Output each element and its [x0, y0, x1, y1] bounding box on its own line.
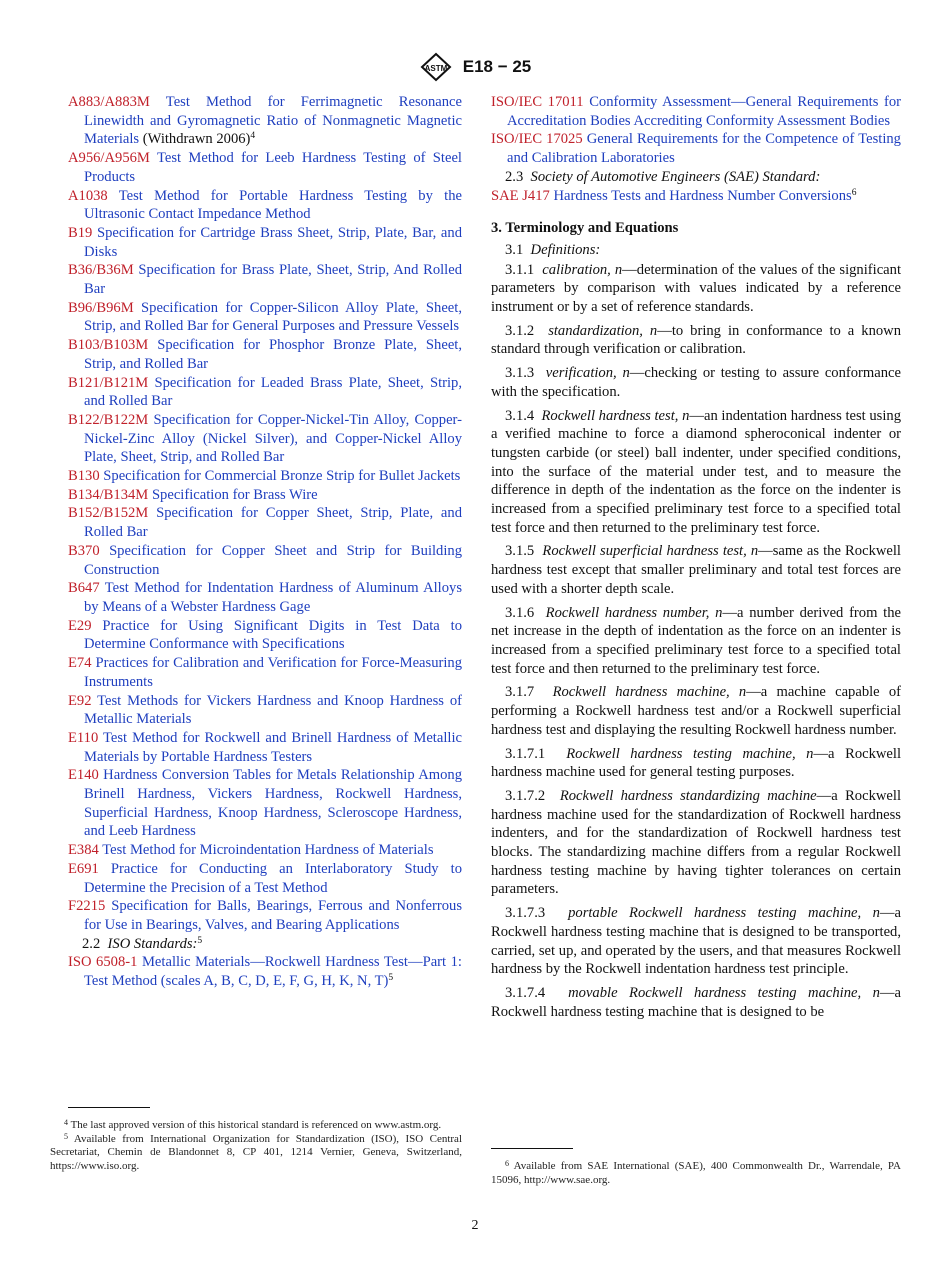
- definition-number: 3.1.7.4: [505, 984, 546, 1001]
- footnote-number: 4: [64, 1118, 68, 1127]
- reference-entry: [491, 187, 901, 206]
- reference-code[interactable]: SAE J417: [491, 187, 550, 204]
- reference-entry: [68, 766, 462, 841]
- definition-text: —a Rockwell hardness machine used for general testing purposes.: [491, 745, 902, 781]
- footnote-rule-left: [68, 1107, 150, 1108]
- reference-code[interactable]: B122/B122M: [68, 411, 149, 428]
- reference-entry: [68, 654, 462, 691]
- definition-term: Rockwell hardness standardizing machine: [559, 787, 817, 804]
- footnote-text: Available from SAE International (SAE), 400 Commonwealth Dr., Warrendale, PA 15096, http://www.sae.org.: [491, 1160, 901, 1186]
- reference-code[interactable]: B36/B36M: [68, 262, 134, 279]
- reference-code[interactable]: E691: [68, 860, 99, 877]
- right-column: [491, 93, 901, 1026]
- definition-term: Rockwell hardness test, n: [541, 407, 690, 424]
- reference-code[interactable]: F2215: [68, 898, 106, 915]
- reference-entry: [68, 299, 462, 336]
- definition-text: —same as the Rockwell hardness test except that smaller preliminary and total test forces are used with a shorter depth scale.: [491, 543, 901, 597]
- definition-number: 3.1.5: [505, 543, 535, 560]
- definition-text: —a Rockwell hardness machine used for the standardization of Rockwell hardness indenters, and for the standardization of Rockwell hardness test blocks. The standardizing machine differs from a regular Rockwell hardness testing machine by having tighter tolerances on certain parameters.: [491, 787, 901, 898]
- reference-title[interactable]: Specification for Brass Wire: [151, 486, 318, 503]
- definitions-list: [491, 261, 901, 1022]
- reference-title[interactable]: Specification for Copper Sheet and Strip for Building Construction: [84, 542, 462, 578]
- section-heading: 3. Terminology and Equations: [491, 220, 679, 237]
- definition-paragraph: [491, 542, 901, 598]
- astm-logo-text: ASTM: [424, 64, 448, 73]
- reference-code[interactable]: B647: [68, 580, 100, 597]
- definition-term: movable Rockwell hardness testing machine, n: [568, 984, 880, 1001]
- definition-term: standardization, n: [548, 322, 658, 339]
- definition-text: —an indentation hardness test using a verified machine to force a diamond spheroconical indenter or tungsten carbide (or steel) ball indenter, under specified conditions, into the surface of the material under test, and to measure the difference in depth of the indentation as the force on the indenter is increased from a specified preliminary test force to a specified total test force and then returned to the preliminary test force.: [491, 407, 902, 536]
- definition-paragraph: [491, 604, 901, 679]
- footnote: [50, 1133, 462, 1174]
- reference-code[interactable]: E140: [68, 767, 99, 784]
- reference-note: (Withdrawn 2006): [139, 131, 251, 148]
- definition-number: 3.1.6: [505, 604, 535, 621]
- reference-title[interactable]: Test Method for Indentation Hardness of Aluminum Alloys by Means of a Webster Hardness Gage: [84, 580, 462, 615]
- reference-code[interactable]: B96/B96M: [68, 299, 134, 316]
- definition-text: —determination of the values of the significant parameters by comparison with values indicated by a reference instrument or by a set of reference standards.: [491, 261, 901, 316]
- reference-entry: [68, 224, 462, 261]
- footnotes-left: [50, 1119, 462, 1173]
- definition-term: Rockwell superficial hardness test, n: [542, 543, 759, 560]
- definition-paragraph: [491, 322, 901, 359]
- footnote-number: 5: [64, 1131, 68, 1141]
- reference-entry: [68, 411, 462, 467]
- sae-references-list: [491, 187, 901, 206]
- definition-number: 3.1.7.1: [505, 745, 546, 762]
- reference-title[interactable]: Specification for Copper-Nickel-Tin Alloy, Copper-Nickel-Zinc Alloy (Nickel Silver), and Copper-Nickel Alloy Plate, Sheet, Strip, and Rolled Bar: [84, 411, 462, 466]
- definition-paragraph: [491, 745, 901, 782]
- reference-code[interactable]: E29: [68, 617, 92, 634]
- astm-logo-icon: [419, 52, 453, 82]
- reference-entry: [68, 579, 462, 616]
- footnote: [491, 1160, 901, 1187]
- definition-term: verification, n: [545, 365, 630, 382]
- document-designation: E18 − 25: [462, 57, 532, 76]
- footnote-marker: 6: [851, 187, 857, 198]
- reference-code[interactable]: A883/A883M: [68, 94, 150, 110]
- reference-entry: [68, 841, 462, 860]
- reference-entry: [68, 467, 462, 486]
- footnote-text: Available from International Organization for Standardization (ISO), ISO Central Secretariat, Chemin de Blandonnet 8, CP 401, 1214 Vernier, Geneva, Switzerland, https://www.iso.org.: [50, 1132, 462, 1172]
- definition-paragraph: [491, 787, 901, 899]
- definition-paragraph: [491, 683, 901, 739]
- footnote-text: The last approved version of this historical standard is referenced on www.astm.org.: [70, 1119, 442, 1131]
- reference-title[interactable]: Test Methods for Vickers Hardness and Knoop Hardness of Metallic Materials: [84, 692, 463, 728]
- definition-paragraph: [491, 904, 901, 979]
- reference-code[interactable]: ISO/IEC 17011: [491, 94, 584, 110]
- reference-entry: [68, 692, 462, 729]
- reference-title[interactable]: Specification for Commercial Bronze Strip for Bullet Jackets: [103, 468, 461, 485]
- reference-code[interactable]: ISO 6508-1: [68, 954, 138, 971]
- definition-number: 3.1.7: [505, 684, 535, 701]
- definition-text: —a number derived from the net increase in the depth of indentation as the force on an indenter is increased from a specified preliminary test force to a specified total test force and then returned to the preliminary test force.: [491, 604, 902, 677]
- reference-code[interactable]: A956/A956M: [68, 150, 150, 167]
- footnote-rule-right: [491, 1148, 573, 1149]
- reference-code[interactable]: B130: [68, 468, 100, 485]
- definition-term: portable Rockwell hardness testing machine, n: [568, 905, 880, 922]
- reference-code[interactable]: E110: [68, 729, 99, 746]
- footnote-marker: 4: [250, 131, 256, 142]
- iso-standards-heading: 2.2 ISO Standards:$^5$: [82, 935, 203, 952]
- sae-standard-heading: 2.3 Society of Automotive Engineers (SAE) Standard:: [505, 168, 821, 185]
- reference-entry: [68, 93, 462, 149]
- definition-text: —a Rockwell hardness testing machine that is designed to be transported, carried, set up, and operated by the users, and that measures Rockwell hardness by the Rockwell indentation hardness test principle.: [491, 905, 901, 978]
- reference-entry: [68, 542, 462, 579]
- reference-code[interactable]: B134/B134M: [68, 486, 149, 503]
- definition-text: —a machine capable of performing a Rockwell hardness test and/or a Rockwell superficial hardness test and displaying the resulting Rockwell hardness number.: [491, 684, 902, 738]
- reference-entry: [68, 336, 462, 373]
- reference-entry: [68, 953, 462, 990]
- iso-iec-references-list: [491, 93, 901, 168]
- definition-number: 3.1.1: [505, 261, 535, 278]
- definitions-subheading: 3.1 Definitions:: [505, 241, 601, 258]
- reference-title[interactable]: Specification for Brass Plate, Sheet, Strip, And Rolled Bar: [84, 262, 462, 298]
- reference-code[interactable]: E92: [68, 692, 92, 709]
- reference-entry: [68, 897, 462, 934]
- reference-code[interactable]: E74: [68, 655, 92, 672]
- reference-entry: [68, 374, 462, 411]
- reference-code[interactable]: E384: [68, 842, 99, 859]
- reference-entry: [68, 486, 462, 505]
- reference-entry: [68, 504, 462, 541]
- page-header: [0, 52, 950, 82]
- reference-entry: [68, 860, 462, 897]
- reference-title[interactable]: Test Method for Leeb Hardness Testing of Steel Products: [84, 150, 462, 185]
- reference-entry: [68, 149, 462, 186]
- definition-number: 3.1.4: [505, 407, 535, 424]
- reference-code[interactable]: ISO/IEC 17025: [491, 131, 583, 148]
- reference-code[interactable]: B103/B103M: [68, 337, 149, 354]
- reference-title[interactable]: Specification for Copper-Silicon Alloy Plate, Sheet, Strip, and Rolled Bar for General Purposes and Pressure Vessels: [84, 299, 462, 335]
- footnote-number: 6: [505, 1159, 509, 1168]
- definition-term: Rockwell hardness machine, n: [552, 684, 747, 701]
- reference-title[interactable]: Specification for Leaded Brass Plate, Sheet, Strip, and Rolled Bar: [84, 374, 462, 410]
- reference-title[interactable]: General Requirements for the Competence of Testing and Calibration Laboratories: [507, 131, 901, 167]
- definition-paragraph: [491, 261, 901, 317]
- reference-title[interactable]: Conformity Assessment—General Requirements for Accreditation Bodies Accrediting Conformity Assessment Bodies: [507, 94, 902, 129]
- definition-text: —to bring in conformance to a known standard through verification or calibration.: [491, 322, 902, 358]
- left-column: [68, 93, 462, 991]
- reference-code[interactable]: B121/B121M: [68, 374, 149, 391]
- reference-title[interactable]: Test Method for Portable Hardness Testing by the Ultrasonic Contact Impedance Method: [84, 187, 462, 223]
- reference-title[interactable]: Practice for Conducting an Interlaboratory Study to Determine the Precision of a Test Method: [84, 860, 462, 896]
- reference-code[interactable]: A1038: [68, 187, 108, 204]
- reference-code[interactable]: B19: [68, 224, 93, 241]
- definition-number: 3.1.7.3: [505, 905, 546, 922]
- definition-term: Rockwell hardness testing machine, n: [566, 745, 814, 762]
- reference-entry: [491, 93, 901, 130]
- definition-paragraph: [491, 364, 901, 401]
- reference-title[interactable]: Test Method for Ferrimagnetic Resonance Linewidth and Gyromagnetic Ratio of Nonmagnetic Magnetic Materials: [84, 94, 463, 148]
- reference-title[interactable]: Practices for Calibration and Verification for Force-Measuring Instruments: [84, 655, 463, 690]
- reference-title[interactable]: Metallic Materials—Rockwell Hardness Test—Part 1: Test Method (scales A, B, C, D, E, F, G, H, K, N, T): [84, 954, 462, 990]
- reference-entry: [68, 617, 462, 654]
- definition-text: —a Rockwell hardness testing machine that is designed to be: [491, 984, 901, 1020]
- page-number: 2: [471, 1218, 479, 1233]
- definition-text: —checking or testing to assure conformance with the specification.: [491, 365, 902, 400]
- definition-number: 3.1.2: [505, 322, 535, 339]
- footnotes-right: [491, 1160, 901, 1187]
- reference-entry: [68, 261, 462, 298]
- reference-title[interactable]: Practice for Using Significant Digits in Test Data to Determine Conformance with Specifications: [84, 617, 462, 653]
- reference-title[interactable]: Specification for Balls, Bearings, Ferrous and Nonferrous for Use in Bearings, Valves, and Bearing Applications: [84, 898, 462, 933]
- reference-entry: [491, 130, 901, 167]
- iso-references-list: [68, 953, 462, 990]
- reference-title[interactable]: Specification for Cartridge Brass Sheet, Strip, Plate, Bar, and Disks: [84, 224, 462, 260]
- footnote: [50, 1119, 462, 1133]
- definition-paragraph: [491, 984, 901, 1021]
- referenced-documents-list: [68, 93, 462, 935]
- reference-title[interactable]: Test Method for Rockwell and Brinell Hardness of Metallic Materials by Portable Hardness Testers: [84, 729, 462, 765]
- definition-term: calibration, n: [542, 261, 623, 278]
- reference-entry: [68, 187, 462, 224]
- reference-entry: [68, 729, 462, 766]
- reference-title[interactable]: Hardness Conversion Tables for Metals Relationship Among Brinell Hardness, Vickers Hardness, Rockwell Hardness, Superficial Hardness, Knoop Hardness, Scleroscope Hardness, and Leeb Hardness: [84, 767, 462, 840]
- reference-code[interactable]: B152/B152M: [68, 505, 149, 522]
- definition-paragraph: [491, 407, 901, 538]
- reference-title[interactable]: Specification for Phosphor Bronze Plate, Sheet, Strip, and Rolled Bar: [84, 337, 462, 372]
- reference-title[interactable]: Test Method for Microindentation Hardness of Materials: [102, 842, 434, 859]
- definition-term: Rockwell hardness number, n: [545, 604, 723, 621]
- definition-number: 3.1.3: [505, 365, 535, 382]
- reference-code[interactable]: B370: [68, 542, 100, 559]
- reference-title[interactable]: Hardness Tests and Hardness Number Conversions: [553, 187, 852, 204]
- reference-title[interactable]: Specification for Copper Sheet, Strip, Plate, and Rolled Bar: [84, 505, 462, 541]
- definition-number: 3.1.7.2: [505, 787, 546, 804]
- footnote-marker: 5: [388, 973, 394, 984]
